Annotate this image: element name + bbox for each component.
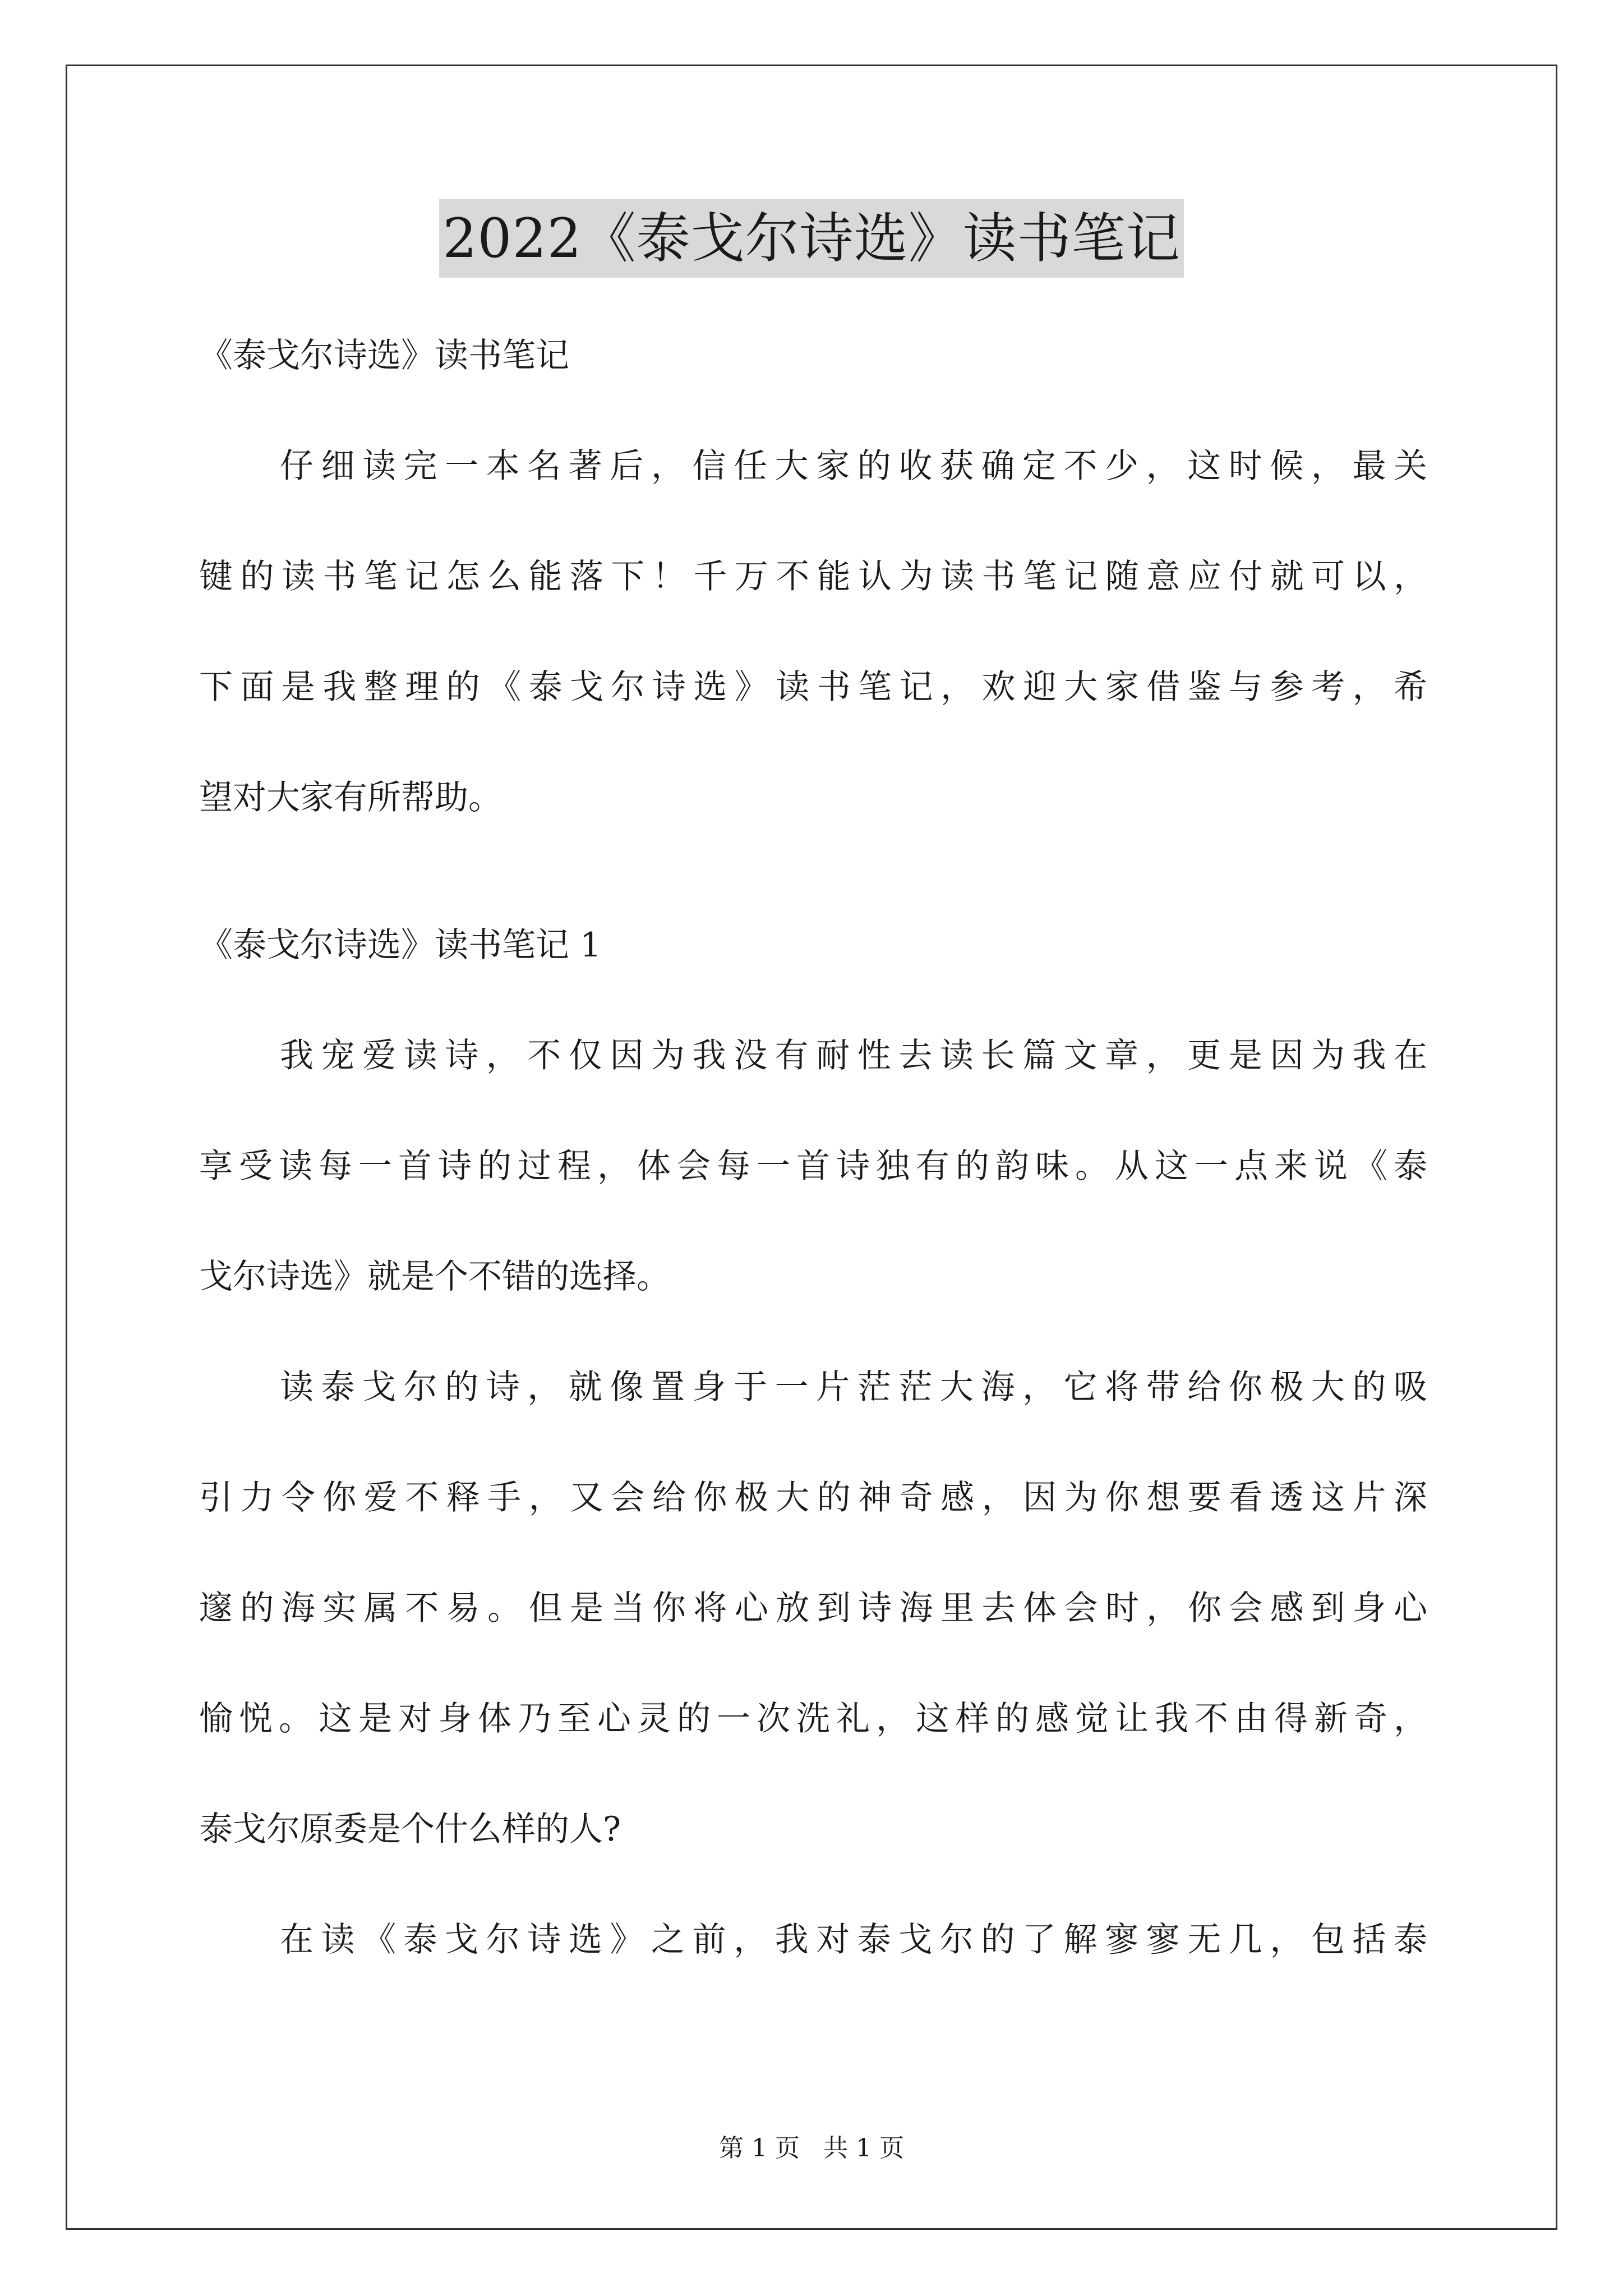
paragraph-line: 愉悦。这是对身体乃至心灵的一次洗礼，这样的感觉让我不由得新奇， xyxy=(199,1699,1427,1738)
page-footer xyxy=(0,2132,1623,2165)
paragraph-line: 泰戈尔原委是个什么样的人? xyxy=(199,1810,621,1849)
document-title: 2022《泰戈尔诗选》读书笔记 xyxy=(439,199,1183,278)
paragraph-line: 读泰戈尔的诗，就像置身于一片茫茫大海，它将带给你极大的吸 xyxy=(280,1368,1427,1407)
paragraph-line: 引力令你爱不释手，又会给你极大的神奇感，因为你想要看透这片深 xyxy=(199,1478,1427,1517)
paragraph-line: 我宠爱读诗，不仅因为我没有耐性去读长篇文章，更是因为我在 xyxy=(280,1036,1427,1075)
section-heading: 《泰戈尔诗选》读书笔记 xyxy=(199,336,569,375)
paragraph-line: 享受读每一首诗的过程，体会每一首诗独有的韵味。从这一点来说《泰 xyxy=(199,1147,1427,1186)
page-number: 第 1 页 xyxy=(719,2134,800,2162)
section-heading: 《泰戈尔诗选》读书笔记 1 xyxy=(199,926,602,965)
paragraph-line: 键的读书笔记怎么能落下！千万不能认为读书笔记随意应付就可以， xyxy=(199,557,1427,596)
title-container xyxy=(0,199,1623,278)
page-total: 共 1 页 xyxy=(823,2134,904,2162)
paragraph-line: 在读《泰戈尔诗选》之前，我对泰戈尔的了解寥寥无几，包括泰 xyxy=(280,1920,1427,1959)
paragraph-line: 望对大家有所帮助。 xyxy=(199,778,502,817)
paragraph-line: 戈尔诗选》就是个不错的选择。 xyxy=(199,1257,670,1296)
paragraph-line: 邃的海实属不易。但是当你将心放到诗海里去体会时，你会感到身心 xyxy=(199,1589,1427,1628)
document-body xyxy=(199,337,1427,2031)
paragraph-line: 仔细读完一本名著后，信任大家的收获确定不少，这时候，最关 xyxy=(280,447,1427,486)
paragraph-line: 下面是我整理的《泰戈尔诗选》读书笔记，欢迎大家借鉴与参考，希 xyxy=(199,668,1427,707)
